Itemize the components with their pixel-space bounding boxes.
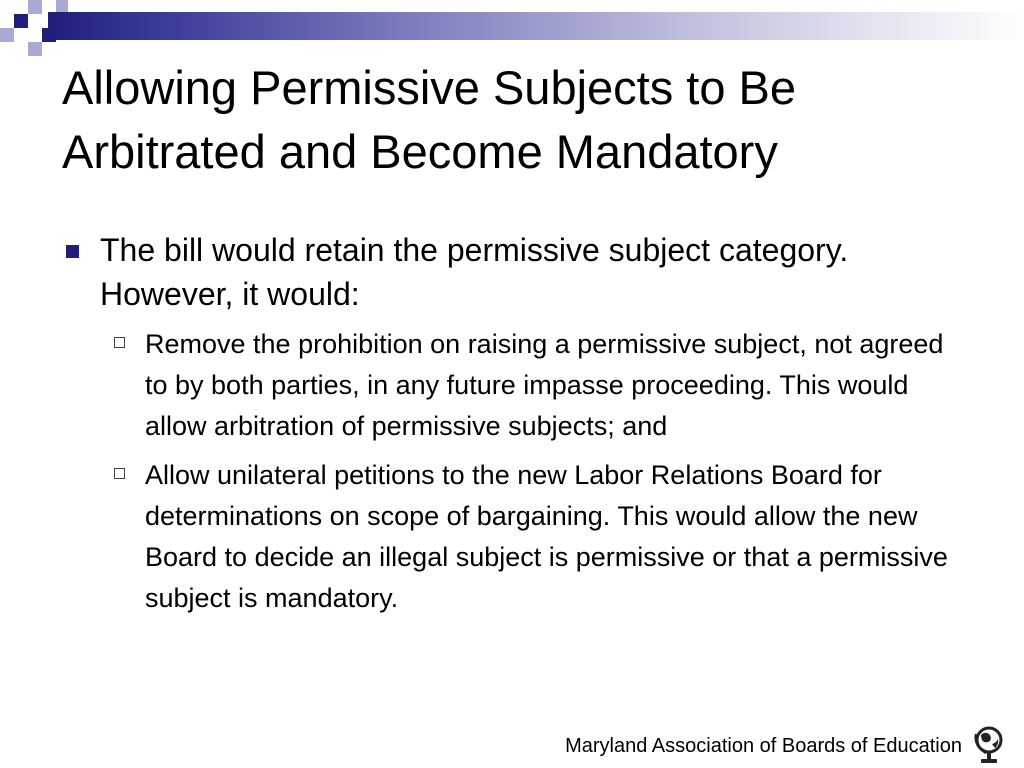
header-gradient-bar <box>48 12 1024 40</box>
bullet-item <box>62 228 962 316</box>
slide-body <box>62 228 962 627</box>
bullet-text: The bill would retain the permissive subject category. However, it would: <box>100 232 849 312</box>
corner-square <box>14 14 28 28</box>
corner-square <box>0 28 14 42</box>
sub-bullet-item <box>108 455 962 619</box>
slide-title: Allowing Permissive Subjects to Be Arbitrated and Become Mandatory <box>62 61 797 178</box>
square-bullet-icon <box>66 245 79 258</box>
corner-square <box>28 42 42 56</box>
sub-bullet-text: Remove the prohibition on raising a permissive subject, not agreed to by both parties, in any future impasse proceeding. This would allow arbitration of permissive subjects; and <box>145 329 944 441</box>
sub-bullet-list <box>62 324 962 619</box>
globe-icon <box>972 724 1008 766</box>
corner-square <box>42 28 56 42</box>
hollow-square-bullet-icon <box>114 468 125 479</box>
corner-square <box>56 0 68 12</box>
hollow-square-bullet-icon <box>114 337 125 348</box>
sub-bullet-text: Allow unilateral petitions to the new Labor Relations Board for determinations on scope of bargaining. This would allow the new Board to decide an illegal subject is permissive or that a permissive subject is mandatory. <box>145 460 948 613</box>
footer-organization: Maryland Association of Boards of Education <box>565 735 962 757</box>
sub-bullet-item <box>108 324 962 447</box>
corner-square <box>28 0 42 14</box>
